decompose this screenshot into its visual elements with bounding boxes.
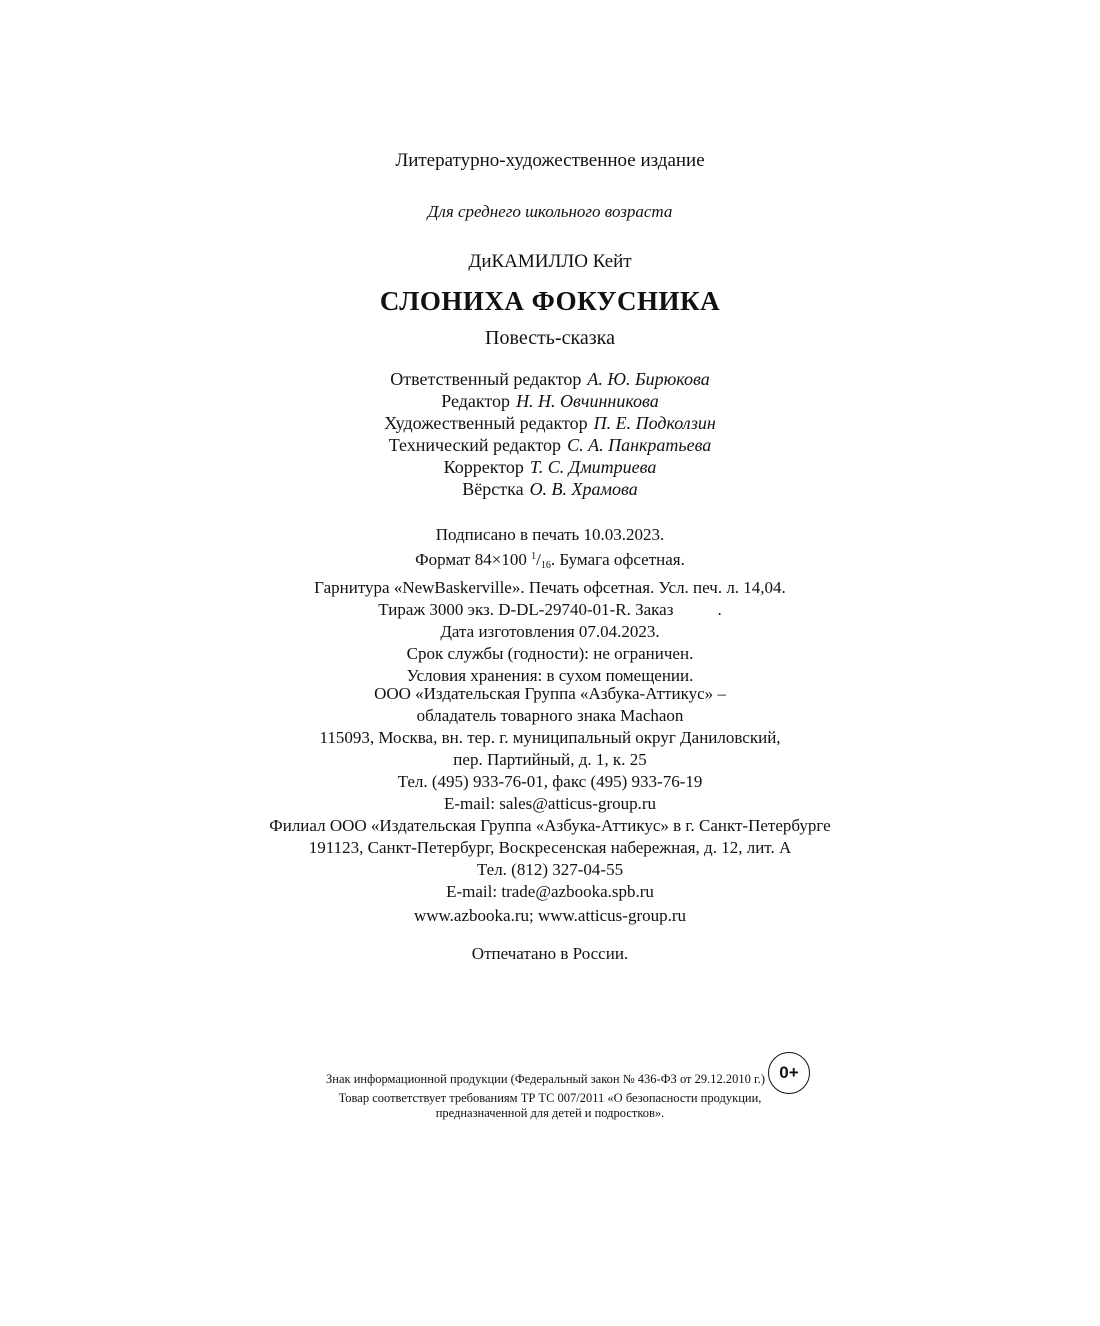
run-end: . <box>717 600 722 619</box>
branch-line: Тел. (812) 327-04-55 <box>476 860 624 879</box>
publisher-line: обладатель товарного знака Machaon <box>416 706 684 725</box>
credit-role: Художественный редактор <box>384 413 588 433</box>
book-genre: Повесть-сказка <box>485 327 615 349</box>
credit-role: Ответственный редактор <box>390 369 582 389</box>
format-separator: / <box>536 550 541 569</box>
credit-role: Технический редактор <box>388 435 562 455</box>
signed-date: Подписано в печать 10.03.2023. <box>435 525 665 544</box>
credit-line <box>0 478 1100 500</box>
publisher-line: ООО «Издательская Группа «Азбука-Аттикус» – <box>374 684 726 703</box>
format-prefix: Формат 84×100 <box>415 550 527 569</box>
info-sign-note: Знак информационной продукции (Федеральный закон № 436-ФЗ от 29.12.2010 г.) <box>326 1072 765 1086</box>
credit-name: Н. Н. Овчинникова <box>516 391 659 411</box>
branch-email: E-mail: trade@azbooka.spb.ru <box>446 882 654 901</box>
credit-line <box>0 390 1100 412</box>
book-title: СЛОНИХА ФОКУСНИКА <box>379 286 721 316</box>
credit-name: П. Е. Подколзин <box>593 413 716 433</box>
credit-name: О. В. Храмова <box>529 479 638 499</box>
publisher-email: E-mail: sales@atticus-group.ru <box>443 794 657 813</box>
compliance-line: Товар соответствует требованиям ТР ТС 007/2011 «О безопасности продукции, <box>338 1091 762 1105</box>
format-suffix: . Бумага офсетная. <box>550 550 685 569</box>
run-text: Тираж 3000 экз. D-DL-29740-01-R. Заказ <box>378 600 674 619</box>
credit-line <box>0 368 1100 390</box>
format-line <box>0 546 1100 577</box>
printed-in: Отпечатано в России. <box>471 944 629 963</box>
audience-note: Для среднего школьного возраста <box>427 202 673 221</box>
shelf-life: Срок службы (годности): не ограничен. <box>406 644 694 663</box>
format-numerator: 1 <box>531 551 537 562</box>
credit-name: Т. С. Дмитриева <box>529 457 657 477</box>
branch-line: Филиал ООО «Издательская Группа «Азбука-Аттикус» в г. Санкт-Петербурге <box>269 816 831 835</box>
branch-line: 191123, Санкт-Петербург, Воскресенская набережная, д. 12, лит. А <box>308 838 792 857</box>
publisher-line: 115093, Москва, вн. тер. г. муниципальный округ Даниловский, <box>319 728 781 747</box>
print-info-block <box>0 524 1100 687</box>
edition-type: Литературно-художественное издание <box>395 150 705 171</box>
credit-line <box>0 434 1100 456</box>
publisher-line: пер. Партийный, д. 1, к. 25 <box>453 750 647 769</box>
credit-role: Редактор <box>441 391 511 411</box>
credit-role: Вёрстка <box>462 479 524 499</box>
format-denominator: 16 <box>540 560 551 571</box>
credit-line <box>0 456 1100 478</box>
credit-role: Корректор <box>443 457 524 477</box>
publisher-line: Тел. (495) 933-76-01, факс (495) 933-76-19 <box>397 772 703 791</box>
manufacture-date: Дата изготовления 07.04.2023. <box>440 622 660 641</box>
branch-block <box>0 815 1100 903</box>
age-rating-badge: 0+ <box>768 1052 810 1094</box>
compliance-line: предназначенной для детей и подростков». <box>435 1106 665 1120</box>
credit-name: С. А. Панкратьева <box>567 435 712 455</box>
run-line <box>0 599 1100 621</box>
websites: www.azbooka.ru; www.atticus-group.ru <box>413 906 687 925</box>
publisher-block <box>0 683 1100 815</box>
credit-name: А. Ю. Бирюкова <box>587 369 710 389</box>
storage-conditions: Условия хранения: в сухом помещении. <box>406 666 694 685</box>
credit-line <box>0 412 1100 434</box>
credits-block <box>0 368 1100 500</box>
compliance-note <box>0 1091 1100 1121</box>
author-name: ДиКАМИЛЛО Кейт <box>468 251 632 272</box>
typeface-line: Гарнитура «NewBaskerville». Печать офсетная. Усл. печ. л. 14,04. <box>314 578 786 597</box>
